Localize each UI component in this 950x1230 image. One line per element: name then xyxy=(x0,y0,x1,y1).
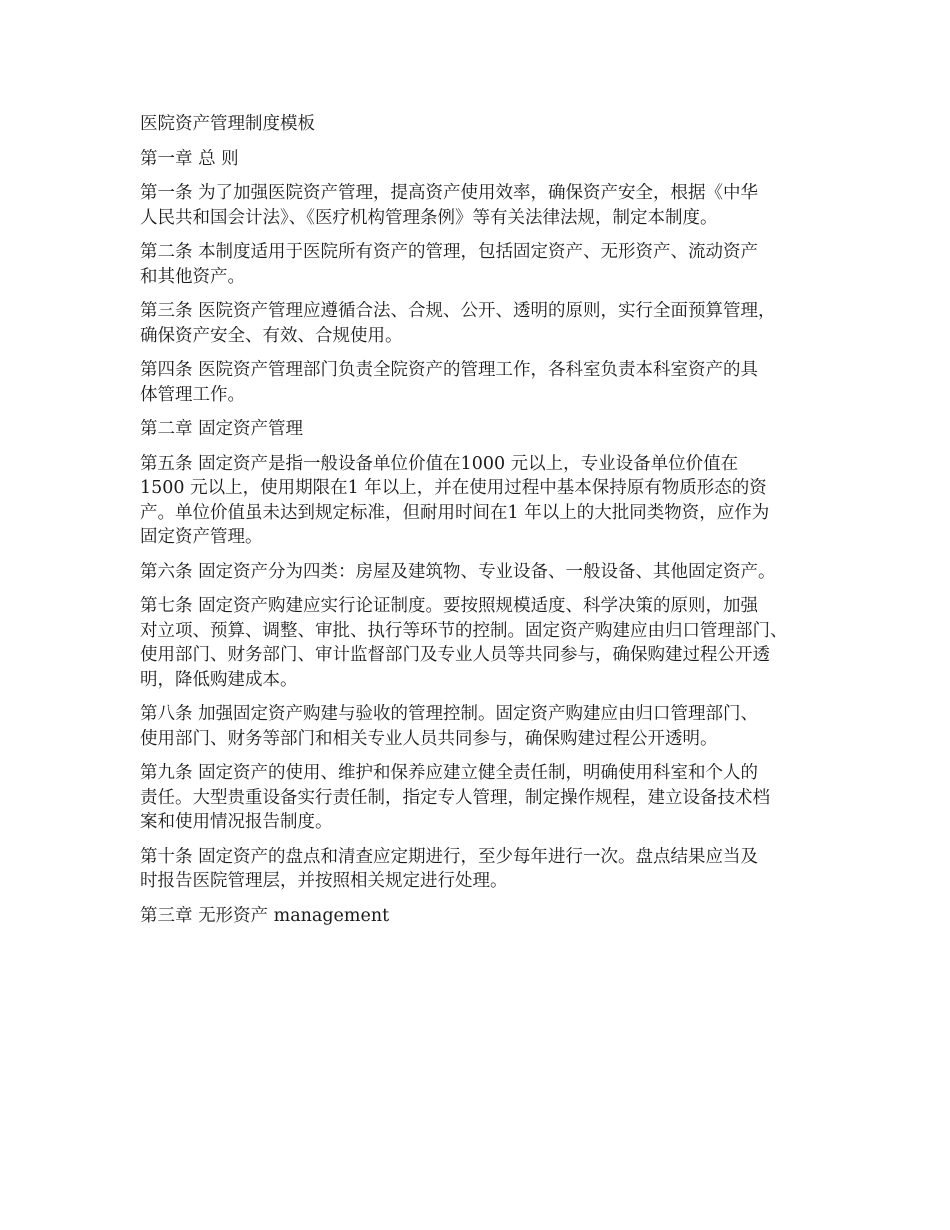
article-paragraph: 第九条 固定资产的使用、维护和保养应建立健全责任制，明确使用科室和个人的 责任。大型贵重设备实行责任制，指定专人管理，制定操作规程，建立设备技术档 案和使用情况报告制度。 xyxy=(140,763,770,832)
chapter-heading: 第二章 固定资产管理 xyxy=(140,419,304,439)
article-paragraph: 第七条 固定资产购建应实行论证制度。要按照规模适度、科学决策的原则，加强 对立项、预算、调整、审批、执行等环节的控制。固定资产购建应由归口管理部门、 使用部门、财务部门、审计监督部门及专业人员等共同参与，确保购建过程公开透 明，降低购建成本。 xyxy=(140,596,788,690)
chapter-heading: 第三章 无形资产 management xyxy=(140,905,390,926)
article-paragraph: 第十条 固定资产的盘点和清查应定期进行，至少每年进行一次。盘点结果应当及 时报告医院管理层，并按照相关规定进行处理。 xyxy=(140,846,759,891)
article-paragraph: 第二条 本制度适用于医院所有资产的管理，包括固定资产、无形资产、流动资产 和其他资产。 xyxy=(140,242,759,287)
article-paragraph: 第三条 医院资产管理应遵循合法、合规、公开、透明的原则，实行全面预算管理， 确保资产安全、有效、合规使用。 xyxy=(140,301,776,346)
article-paragraph: 第五条 固定资产是指一般设备单位价值在1000 元以上，专业设备单位价值在 1500 元以上，使用期限在1 年以上，并在使用过程中基本保持原有物质形态的资 产。单位价值虽未达到规定标准，但耐用时间在1 年以上的大批同类物资，应作为 固定资产管理。 xyxy=(140,453,770,547)
document-body xyxy=(140,112,840,938)
article-paragraph: 第六条 固定资产分为四类：房屋及建筑物、专业设备、一般设备、其他固定资产。 xyxy=(140,561,776,582)
article-paragraph: 第一条 为了加强医院资产管理，提高资产使用效率，确保资产安全，根据《中华 人民共和国会计法》、《医疗机构管理条例》等有关法律法规，制定本制度。 xyxy=(140,183,759,228)
chapter-heading: 第一章 总 则 xyxy=(140,148,239,169)
article-paragraph: 第八条 加强固定资产购建与验收的管理控制。固定资产购建应由归口管理部门、 使用部门、财务等部门和相关专业人员共同参与，确保购建过程公开透明。 xyxy=(140,704,759,749)
document-title: 医院资产管理制度模板 xyxy=(140,114,315,134)
article-paragraph: 第四条 医院资产管理部门负责全院资产的管理工作，各科室负责本科室资产的具 体管理工作。 xyxy=(140,360,759,405)
